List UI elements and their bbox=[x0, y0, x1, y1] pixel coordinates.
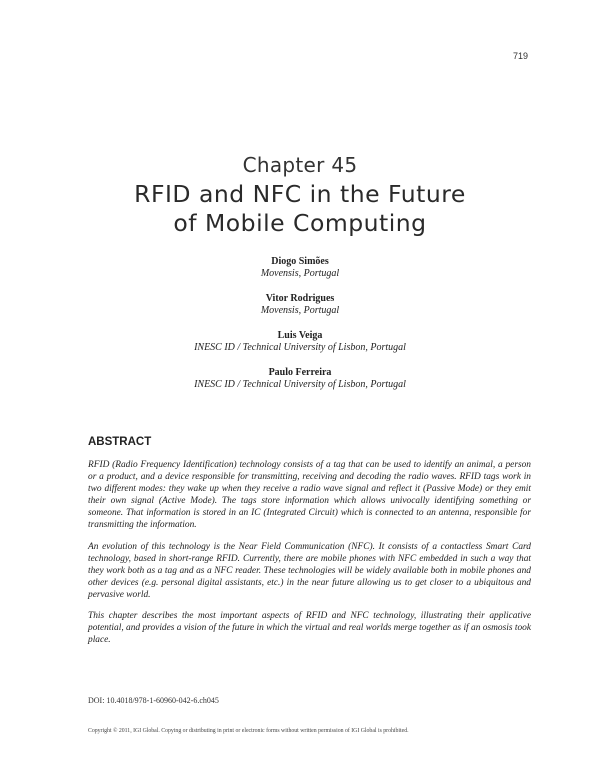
author-block bbox=[0, 256, 600, 280]
author-name: Luis Veiga bbox=[277, 330, 323, 341]
chapter-title-line: RFID and NFC in the Future bbox=[134, 180, 466, 208]
abstract-paragraph: An evolution of this technology is the Near Field Communication (NFC). It consists of a contactless Smart Card technology, based in short-range RFID. Currently, there are mobile phones with NFC embedded in such a way that they work both as a tag and as a NFC reader. These technologies will be widely available both in mobile phones and other devices (e.g. personal digital assistants, etc.) in the near future allowing us to get closer to a ubiquitous and pervasive world. bbox=[88, 541, 531, 600]
author-block bbox=[0, 293, 600, 317]
author-name: Vitor Rodrigues bbox=[265, 293, 335, 304]
author-affiliation: Movensis, Portugal bbox=[260, 268, 340, 279]
author-block bbox=[0, 367, 600, 391]
author-block bbox=[0, 330, 600, 354]
abstract-paragraph: RFID (Radio Frequency Identification) technology consists of a tag that can be used to identify an animal, a person or a product, and a device responsible for transmitting, receiving and decoding the radio waves. RFID tags work in two different modes: they wake up when they receive a radio wave signal and reflect it (Passive Mode) or they emit their own signal (Active Mode). The tags store information which allows univocally identifying something or someone. That information is stored in an IC (Integrated Circuit) which is connected to an antenna, responsible for transmitting the information. bbox=[88, 460, 531, 531]
author-affiliation: INESC ID / Technical University of Lisbon, Portugal bbox=[194, 379, 406, 390]
author-affiliation: INESC ID / Technical University of Lisbon, Portugal bbox=[194, 342, 406, 353]
author-affiliation: Movensis, Portugal bbox=[260, 305, 340, 316]
abstract-heading: ABSTRACT bbox=[88, 436, 152, 448]
chapter-title bbox=[0, 180, 600, 238]
chapter-title-line: of Mobile Computing bbox=[173, 209, 427, 237]
author-name: Diogo Simões bbox=[271, 256, 329, 267]
author-list bbox=[0, 256, 600, 404]
doi-line: DOI: 10.4018/978-1-60960-042-6.ch045 bbox=[88, 696, 219, 705]
chapter-label: Chapter 45 bbox=[242, 153, 358, 177]
abstract-paragraph: This chapter describes the most important aspects of RFID and NFC technology, illustrating their applicative potential, and provides a vision of the future in which the virtual and real worlds merge together as if an osmosis took place. bbox=[88, 611, 531, 646]
page-number: 719 bbox=[512, 51, 528, 61]
abstract-body bbox=[88, 459, 531, 655]
copyright-notice: Copyright © 2011, IGI Global. Copying or distributing in print or electronic forms without written permission of IGI Global is prohibited. bbox=[88, 728, 409, 734]
author-name: Paulo Ferreira bbox=[268, 367, 332, 378]
